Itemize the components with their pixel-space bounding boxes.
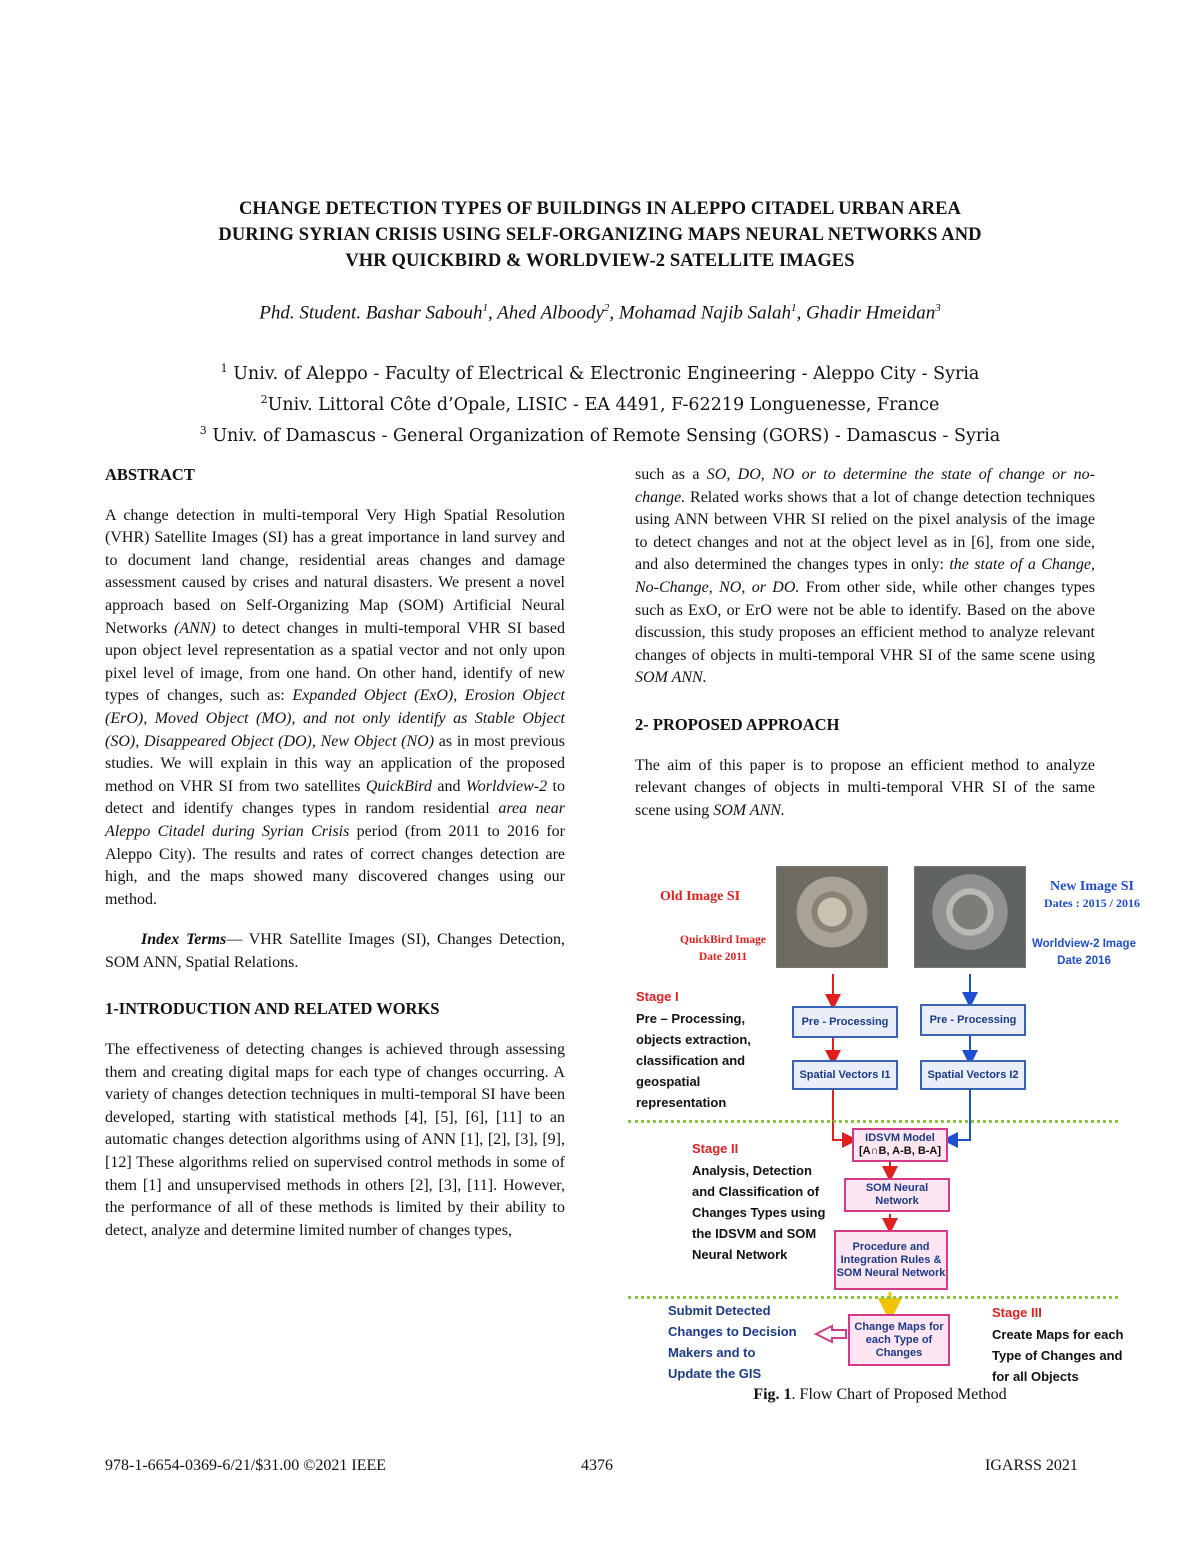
footer-conference: IGARSS 2021: [985, 1457, 1078, 1474]
quickbird-date: Date 2011: [698, 951, 748, 963]
text-run: to detect changes in multi-temporal VHR SI based upon object level representation as a spatial vector and not only upon pixel level of image, from one hand. On other hand, identify of new types of changes, such as:: [105, 619, 565, 705]
author-list: [100, 302, 1100, 324]
text-run: QuickBird: [365, 777, 432, 795]
affiliations: [100, 356, 1100, 448]
approach-paragraph: [635, 755, 1095, 823]
index-terms-text: VHR Satellite Images (SI), Changes Detection, SOM ANN, Spatial Relations.: [105, 931, 566, 971]
arrow-vec2-to-idsvm: [950, 1090, 970, 1140]
text-run: area near Aleppo Citadel during Syrian Crisis: [105, 800, 566, 840]
stage-divider: [628, 1120, 1118, 1123]
new-image-dates: Dates : 2015 / 2016: [1044, 896, 1140, 910]
intro-paragraph: The effectiveness of detecting changes is achieved through assessing them and creating digital maps for each type of changes occurring. A variety of changes detection techniques in multi-temporal SI have been developed, starting with statistical methods [4], [5], [6], [11] to an automatic changes detection algorithms using of ANN [1], [2], [3], [9], [12] These algorithms relied on supervised control methods in some of them [1] and unsupervised methods in others [2], [3], [11]. However, the performance of all of these methods is limited by their ability to detect, analyze and determine limited number of changes types,: [105, 1041, 565, 1239]
submit-changes-text: Submit Detected Changes to Decision Makers and to Update the GIS: [668, 1303, 797, 1381]
author-affil-mark: 1: [482, 302, 488, 314]
author-name: , Mohamad Najib Salah: [609, 302, 791, 324]
affiliation: [100, 356, 1100, 387]
paper-title: [100, 196, 1100, 274]
left-column: [105, 464, 565, 1242]
caption-text: . Flow Chart of Proposed Method: [791, 1386, 1007, 1403]
stage3-text: Create Maps for each Type of Changes and for all Objects: [992, 1327, 1124, 1384]
procedure-rules-box: Procedure and Integration Rules & SOM Neural Network: [834, 1230, 948, 1290]
text-run: period (from 2011 to 2016 for Aleppo City). The results and rates of correct changes detection are high, and the maps showed many discovered changes using our method.: [105, 822, 565, 908]
flow-chart-figure: [620, 864, 1140, 1403]
abstract-heading: ABSTRACT: [105, 465, 195, 484]
affil-number: 2: [260, 392, 268, 406]
figure-caption: [620, 1386, 1140, 1404]
text-run: The aim of this paper is to propose an efficient method to analyze relevant changes of objects in multi-temporal VHR SI of the same scene using: [635, 756, 1095, 819]
text-run: Worldview-2: [465, 777, 548, 795]
right-column: [635, 464, 1095, 822]
text-run: Related works shows that a lot of change detection techniques using ANN between VHR SI relied on the pixel analysis of the image to detect changes and not at the object level as in [6], from one side, and also determined the changes types in only:: [635, 488, 1095, 574]
text-run: SO, DO, NO or to determine the state of change or no-change.: [635, 466, 1095, 506]
affiliation: [100, 387, 1100, 418]
change-maps-box: Change Maps for each Type of Changes: [848, 1314, 950, 1366]
text-run: to detect and identify changes types in random residential: [105, 777, 565, 818]
author-name: , Ghadir Hmeidan: [796, 302, 936, 324]
footer-page-number: 4376: [581, 1457, 613, 1474]
stage3-title: Stage III: [992, 1305, 1042, 1320]
arrow-vec1-to-idsvm: [833, 1090, 850, 1140]
author-name: , Ahed Alboody: [487, 302, 604, 324]
text-run: Expanded Object (ExO), Erosion Object (ErO), Moved Object (MO), and not only identify as Stable Object (SO), Disappeared Object (DO), New Object (NO): [105, 687, 566, 750]
body-paragraph: [635, 464, 1095, 690]
text-run: —: [226, 931, 249, 949]
idsvm-model-label: IDSVM Model: [865, 1132, 935, 1144]
affil-text: Univ. Littoral Côte d’Opale, LISIC - EA 4491, F-62219 Longuenesse, France: [267, 394, 940, 415]
stage2-text: Analysis, Detection and Classification of Changes Types using the IDSVM and SOM Neural Network: [692, 1163, 826, 1262]
abstract-paragraph: [105, 505, 565, 912]
caption-label: Fig. 1: [753, 1386, 792, 1403]
stage-divider: [628, 1296, 1118, 1299]
text-run: SOM ANN.: [635, 669, 707, 687]
index-terms-label: Index Terms: [141, 931, 227, 949]
index-terms: [105, 929, 565, 974]
affil-text: Univ. of Aleppo - Faculty of Electrical & Electronic Engineering - Aleppo City - Syria: [227, 363, 980, 384]
affil-number: 3: [199, 423, 207, 437]
worldview-name: Worldview-2 Image: [1032, 938, 1136, 950]
new-image-title: New Image SI: [1050, 879, 1134, 894]
text-run: as in most previous studies. We will explain in this way an application of the proposed method on VHR SI from two satellites: [105, 732, 565, 795]
text-run: A change detection in multi-temporal Very High Spatial Resolution (VHR) Satellite Images (SI) has a great importance in land survey and to document land change, residential areas changes and damage assessment caused by crises and natural disasters. We present a novel approach based on Self-Organizing Map (SOM) Artificial Neural Networks: [105, 506, 565, 637]
intro-heading: 1-INTRODUCTION AND RELATED WORKS: [105, 999, 440, 1019]
old-image-label: Old Image SI: [660, 889, 741, 904]
approach-heading: 2- PROPOSED APPROACH: [635, 714, 840, 734]
stage2-title: Stage II: [692, 1141, 739, 1156]
text-run: and: [431, 777, 466, 795]
title-line: CHANGE DETECTION TYPES OF BUILDINGS IN ALEPPO CITADEL URBAN AREA: [238, 199, 962, 219]
quickbird-name: QuickBird Image: [680, 934, 766, 946]
text-run: such as a: [635, 466, 707, 483]
arrow-maps-to-submit: [816, 1326, 846, 1342]
author-affil-mark: 2: [603, 302, 610, 314]
som-neural-network-box: SOM Neural Network: [844, 1178, 950, 1212]
text-run: the state of a Change, No-Change, NO, or DO.: [635, 556, 1096, 596]
worldview-date: Date 2016: [1057, 955, 1111, 967]
affil-number: 1: [220, 362, 228, 375]
text-run: SOM ANN.: [713, 801, 785, 819]
pre-processing-box-1: Pre - Processing: [792, 1006, 898, 1038]
stage1-title: Stage I: [636, 989, 679, 1004]
idsvm-model-box: [852, 1128, 948, 1162]
text-run: From other side, while other changes types such as ExO, or ErO were not be able to identify. Based on the above discussion, this study proposes an efficient method to analyze relevant changes of objects in multi-temporal VHR SI of the same scene using: [635, 578, 1095, 664]
spatial-vectors-box-2: Spatial Vectors I2: [920, 1060, 1026, 1090]
pre-processing-box-2: Pre - Processing: [920, 1004, 1026, 1036]
title-line: VHR QUICKBIRD & WORLDVIEW-2 SATELLITE IMAGES: [345, 251, 855, 271]
text-run: (ANN): [174, 619, 216, 637]
affil-text: Univ. of Damascus - General Organization of Remote Sensing (GORS) - Damascus - Syria: [206, 425, 1001, 446]
title-line: DURING SYRIAN CRISIS USING SELF-ORGANIZING MAPS NEURAL NETWORKS AND: [218, 225, 982, 245]
author-affil-mark: 1: [790, 302, 797, 314]
author-affil-mark: 3: [935, 302, 941, 314]
author-name: Phd. Student. Bashar Sabouh: [259, 302, 483, 324]
idsvm-model-sets: [A∩B, A-B, B-A]: [858, 1145, 942, 1157]
footer-isbn: 978-1-6654-0369-6/21/$31.00 ©2021 IEEE: [105, 1457, 387, 1474]
spatial-vectors-box-1: Spatial Vectors I1: [792, 1060, 898, 1090]
affiliation: [100, 418, 1100, 449]
stage1-text: Pre – Processing, objects extraction, classification and geospatial representation: [636, 1011, 751, 1110]
